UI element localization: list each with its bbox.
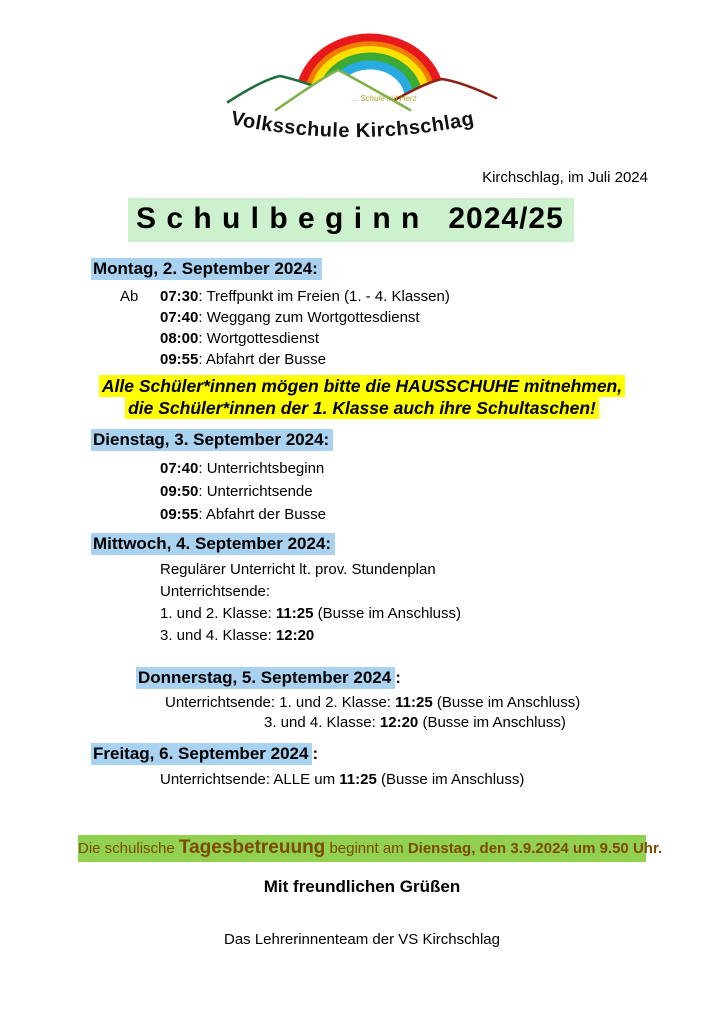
schedule-line: 07:40: Unterrichtsbeginn xyxy=(160,460,325,477)
schedule-line: 3. und 4. Klasse: 12:20 xyxy=(160,627,315,644)
notice-line-2: die Schüler*innen der 1. Klasse auch ihre Schultaschen! xyxy=(0,397,724,419)
schedule-line: 09:55: Abfahrt der Busse xyxy=(160,351,326,368)
logo-school-name: Volksschule Kirchschlag xyxy=(229,107,477,143)
dateline: Kirchschlag, im Juli 2024 xyxy=(482,169,648,186)
schedule-line: Unterrichtsende: ALLE um 11:25 (Busse im Anschluss) xyxy=(160,771,525,788)
ab-label: Ab xyxy=(120,288,139,305)
closing-regards: Mit freundlichen Grüßen xyxy=(263,877,461,896)
logo-motto: ... Schule mit Herz xyxy=(351,94,417,103)
schedule-line: 09:50: Unterrichtsende xyxy=(160,483,313,500)
heading-donnerstag: Donnerstag, 5. September 2024 : xyxy=(138,668,401,687)
tagesbetreuung-banner: Die schulische Tagesbetreuung beginnt am Dienstag, den 3.9.2024 um 9.50 Uhr. xyxy=(78,835,646,862)
tagesbetreuung-emphasis: Tagesbetreuung xyxy=(178,837,326,858)
schedule-line: 07:30: Treffpunkt im Freien (1. - 4. Klassen) xyxy=(160,288,450,305)
schedule-line: 09:55: Abfahrt der Busse xyxy=(160,506,326,523)
heading-montag: Montag, 2. September 2024: xyxy=(91,259,322,279)
schedule-montag xyxy=(120,286,450,370)
schedule-dienstag xyxy=(160,457,326,526)
schedule-mittwoch xyxy=(160,559,461,647)
schedule-line: Regulärer Unterricht lt. prov. Stundenplan xyxy=(160,561,436,578)
schedule-freitag xyxy=(160,769,524,790)
closing-team: Das Lehrerinnenteam der VS Kirchschlag xyxy=(224,931,500,948)
tagesbetreuung-date: Dienstag, den 3.9.2024 um 9.50 Uhr. xyxy=(407,840,663,857)
heading-mittwoch: Mittwoch, 4. September 2024: xyxy=(91,534,335,554)
schedule-line: 08:00: Wortgottesdienst xyxy=(160,330,319,347)
schedule-line: Unterrichtsende: xyxy=(160,583,271,600)
schedule-lines xyxy=(160,286,450,370)
heading-dienstag: Dienstag, 3. September 2024: xyxy=(91,430,333,450)
page-title xyxy=(128,198,574,242)
notice-line-1: Alle Schüler*innen mögen bitte die HAUSSCHUHE mitnehmen, xyxy=(0,375,724,397)
schedule-donnerstag xyxy=(165,693,580,733)
schedule-line: Unterrichtsende: 1. und 2. Klasse: 11:25 (Busse im Anschluss) xyxy=(165,694,581,711)
schedule-line: 3. und 4. Klasse: 12:20 (Busse im Anschluss) xyxy=(264,714,566,731)
heading-freitag: Freitag, 6. September 2024 : xyxy=(93,744,319,763)
page-title-text: S c h u l b e g i n n 2024/25 xyxy=(128,198,574,242)
school-logo xyxy=(226,28,498,148)
schedule-line: 07:40: Weggang zum Wortgottesdienst xyxy=(160,309,420,326)
hausschuhe-notice xyxy=(0,375,724,419)
schedule-line: 1. und 2. Klasse: 11:25 (Busse im Anschluss) xyxy=(160,605,461,622)
